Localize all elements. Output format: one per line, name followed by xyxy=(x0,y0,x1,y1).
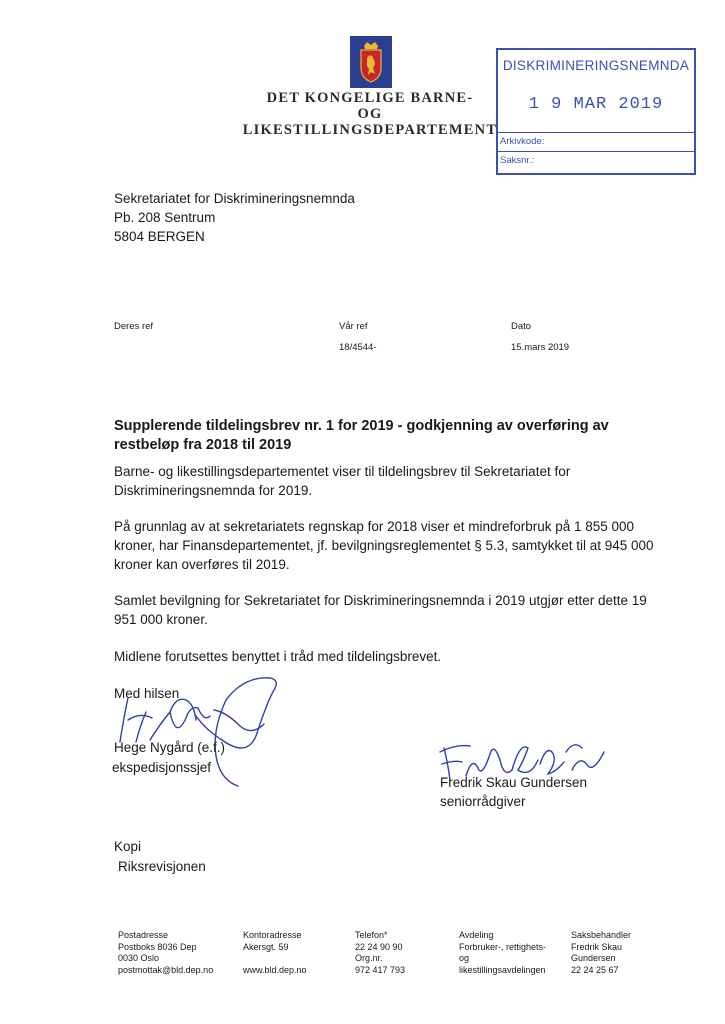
footer-text: Gundersen xyxy=(571,953,616,963)
right-signer-name: Fredrik Skau Gundersen xyxy=(440,775,588,790)
recipient-line: 5804 BERGEN xyxy=(114,229,205,244)
copy-label: Kopi xyxy=(114,839,142,854)
paragraph-4: Midlene forutsettes benyttet i tråd med tildelingsbrevet. xyxy=(114,649,442,664)
footer-office-address xyxy=(243,930,307,976)
footer-case-officer xyxy=(571,930,631,976)
footer-text xyxy=(243,953,307,965)
footer-text: 22 24 90 90 xyxy=(355,941,403,952)
stamp-archive-code-label: Arkivkode: xyxy=(500,136,545,147)
greeting: Med hilsen xyxy=(114,686,180,701)
right-signer-title: seniorrådgiver xyxy=(440,794,526,809)
recipient-line: Pb. 208 Sentrum xyxy=(114,210,216,225)
footer-text: Kontoradresse xyxy=(243,930,302,940)
ministry-line-2: OG LIKESTILLINGSDEPARTEMENT xyxy=(242,106,498,138)
footer-email-link[interactable]: postmottak@bld.dep.no xyxy=(118,964,214,975)
stamp-title: DISKRIMINERINGSNEMNDA xyxy=(502,58,690,73)
footer-text: Postboks 8036 Dep xyxy=(118,941,197,952)
footer-text: Fredrik Skau xyxy=(571,941,623,952)
footer-text: 22 24 25 67 xyxy=(571,964,619,975)
date-label: Dato xyxy=(511,321,532,332)
footer-text: likestillingsavdelingen xyxy=(459,964,546,975)
left-signer-name: Hege Nygård (e.f.) xyxy=(114,740,226,755)
paragraph-1: Barne- og likestillingsdepartementet viser til tildelingsbrev til Sekretariatet for Diskrimineringsnemnda for 2019. xyxy=(114,464,571,498)
var-ref-label: Vår ref xyxy=(339,321,368,332)
paragraph-2: På grunnlag av at sekretariatets regnskap for 2018 viser et mindreforbruk på 1 855 000 kroner, har Finansdepartementet, jf. bevilgningsreglementet § 5.3, samtykket til at 945 000 kroner kan overføres til 2019. xyxy=(114,519,654,572)
recipient-line: Sekretariatet for Diskrimineringsnemnda xyxy=(114,191,355,206)
footer-text: Postadresse xyxy=(118,930,169,940)
stamp-date: 1 9 MAR 2019 xyxy=(528,95,664,114)
footer-text: 0030 Oslo xyxy=(118,953,160,963)
footer-text: Akersgt. 59 xyxy=(243,941,289,952)
footer-text: 972 417 793 xyxy=(355,964,406,975)
footer-text: Saksbehandler xyxy=(571,930,632,940)
deres-ref-label: Deres ref xyxy=(114,321,154,332)
var-ref-value: 18/4544- xyxy=(339,342,377,353)
copy-recipient: Riksrevisjonen xyxy=(118,859,206,874)
date-value: 15.mars 2019 xyxy=(511,342,570,353)
footer-text: Telefon* xyxy=(355,930,388,940)
footer-text: og xyxy=(459,953,470,963)
ministry-line-1: DET KONGELIGE BARNE- xyxy=(266,90,474,106)
footer-text: Org.nr. xyxy=(355,953,383,963)
footer-postal-address xyxy=(118,930,213,976)
footer-department xyxy=(459,930,546,976)
stamp-case-number-label: Saksnr.: xyxy=(500,155,535,166)
letter-subject: Supplerende tildelingsbrev nr. 1 for 2019 - godkjenning av overføring av restbeløp fra 2018 til 2019 xyxy=(114,418,609,453)
footer-text: Avdeling xyxy=(459,930,494,940)
footer-text: Forbruker-, rettighets- xyxy=(459,941,547,952)
paragraph-3: Samlet bevilgning for Sekretariatet for Diskrimineringsnemnda i 2019 utgjør etter dette 19 951 000 kroner. xyxy=(114,593,647,627)
footer-phone xyxy=(355,930,405,976)
left-signer-title: ekspedisjonssjef xyxy=(112,760,212,775)
footer-website-link[interactable]: www.bld.dep.no xyxy=(243,964,307,975)
